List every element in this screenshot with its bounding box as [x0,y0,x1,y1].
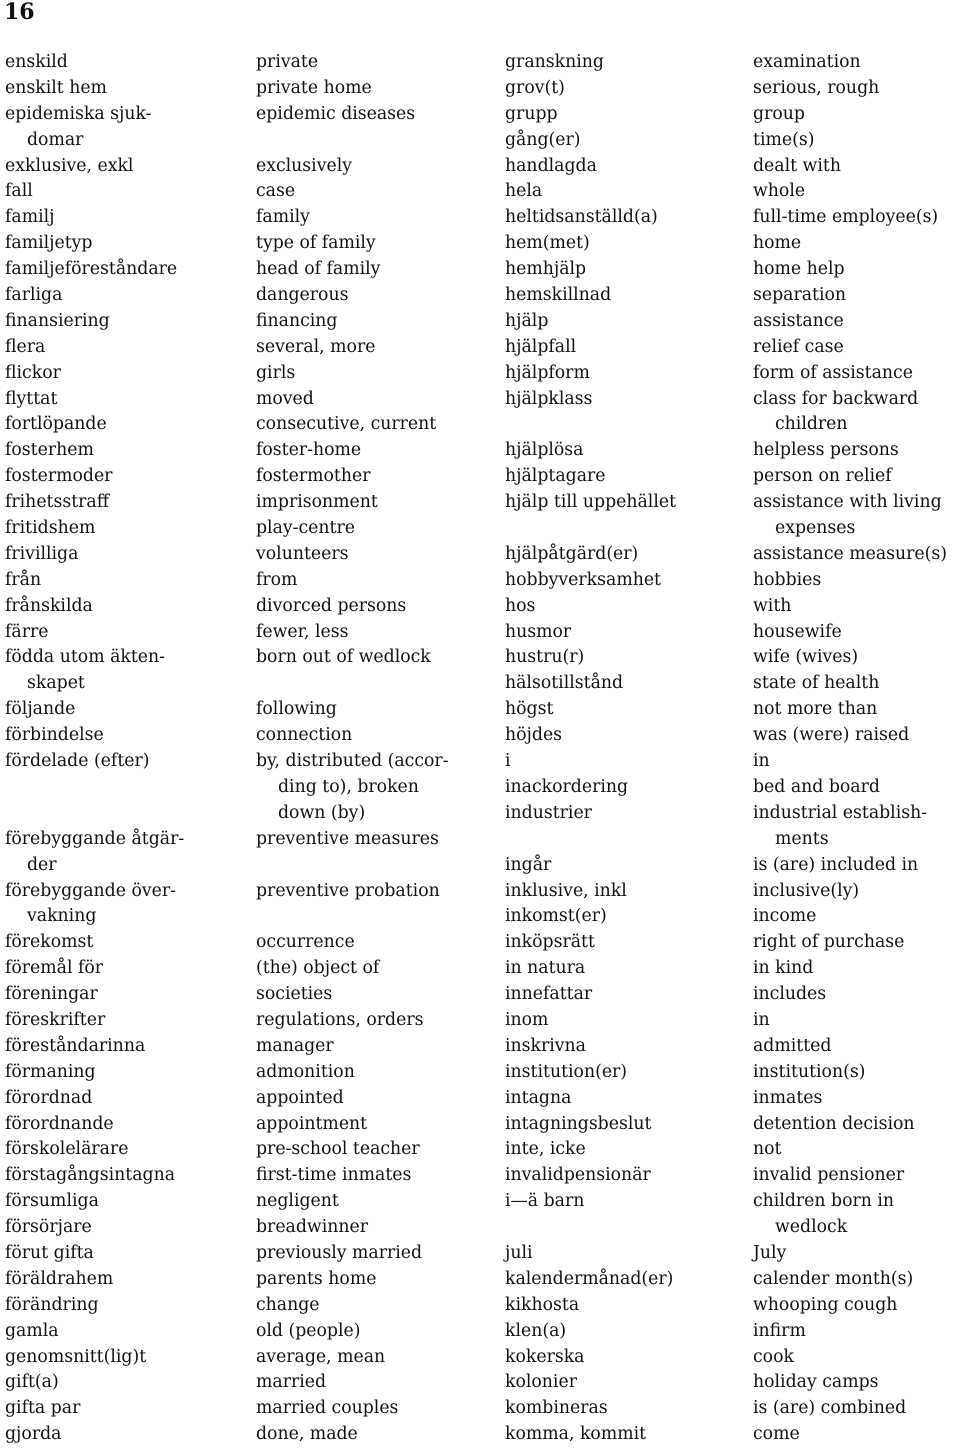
glossary-line: finansiering [5,310,110,331]
glossary-line: hjälp [505,310,549,331]
glossary-line: föräldrahem [5,1268,114,1289]
glossary-line: ding to), broken [278,776,419,797]
glossary-line: housewife [753,621,842,642]
glossary-line: kombineras [505,1398,608,1419]
glossary-line: hem(met) [505,233,590,254]
glossary-line: gift(a) [5,1372,59,1393]
glossary-line: group [753,103,805,124]
glossary-line: kikhosta [505,1294,580,1315]
glossary-line: income [753,906,817,927]
glossary-line: hjälpåtgärd(er) [505,543,639,564]
glossary-line: state of health [753,673,880,694]
glossary-line: följande [5,699,76,720]
glossary-line: enskild [5,52,68,72]
glossary-line: kalendermånad(er) [505,1268,674,1289]
glossary-line: invalid pensioner [753,1165,905,1186]
glossary-line: institution(s) [753,1061,866,1082]
glossary-line: förordnad [5,1087,93,1108]
page-number: 16 [4,0,35,25]
glossary-line: färre [5,621,49,642]
glossary-line: negligent [256,1191,339,1212]
glossary-line: der [27,854,57,875]
glossary-line: wedlock [775,1217,848,1238]
glossary-line: head of family [256,259,381,280]
glossary-line: förmaning [5,1061,96,1082]
glossary-line: kokerska [505,1346,585,1367]
glossary-line: breadwinner [256,1217,368,1238]
glossary-line: frivilliga [5,543,79,564]
glossary-line: innefattar [505,984,593,1005]
glossary-line: examination [753,52,861,72]
glossary-line: institution(er) [505,1061,628,1082]
glossary-line: assistance with living [753,492,942,513]
glossary-line: was (were) raised [753,725,910,746]
glossary-line: volunteers [256,543,349,564]
glossary-line: fall [5,181,33,202]
glossary-line: type of family [256,233,376,254]
english-translations-column-left [256,50,491,1448]
glossary-line: hobbies [753,569,822,590]
glossary-line: moved [256,388,314,409]
glossary-line [505,516,745,542]
glossary-line: genomsnitt(lig)t [5,1346,147,1367]
glossary-line: exklusive, exkl [5,155,134,176]
glossary-line [256,671,491,697]
glossary-line: intagningsbeslut [505,1113,652,1134]
glossary-line: come [753,1424,800,1445]
glossary-line: regulations, orders [256,1009,424,1030]
glossary-line: förskolelärare [5,1139,129,1160]
glossary-line: not [753,1139,782,1160]
glossary-line: hjälp till uppehället [505,492,677,513]
glossary-line: children [775,414,848,435]
glossary-line: fostermoder [5,466,113,487]
glossary-line: July [753,1242,787,1263]
glossary-line: granskning [505,52,604,72]
glossary-line: föreningar [5,984,98,1005]
glossary-line: skapet [27,673,85,694]
glossary-line: following [256,699,337,720]
glossary-line: inskrivna [505,1035,586,1056]
glossary-line: familjeföreståndare [5,259,178,280]
glossary-line: fosterhem [5,440,94,461]
glossary-line: hela [505,181,543,202]
glossary-line: admonition [256,1061,355,1082]
glossary-line: familjetyp [5,233,93,254]
glossary-line: with [753,595,792,616]
glossary-line: i [505,751,511,772]
glossary-line: hjälplösa [505,440,584,461]
glossary-line: full-time employee(s) [753,207,939,228]
glossary-line: vakning [27,906,97,927]
glossary-line: hälsotillstånd [505,673,624,694]
glossary-line [256,853,491,879]
glossary-line: ingår [505,854,552,875]
glossary-line: flera [5,336,46,357]
glossary-line: first-time inmates [256,1165,412,1186]
glossary-line: enskilt hem [5,77,107,98]
glossary-line [505,412,745,438]
glossary-line: höjdes [505,725,563,746]
glossary-line: includes [753,984,827,1005]
swedish-terms-column-right [505,50,745,1448]
glossary-line: time(s) [753,129,815,150]
glossary-line: manager [256,1035,334,1056]
glossary-line: assistance [753,310,844,331]
swedish-terms-column-left [5,50,245,1448]
glossary-line: play-centre [256,518,355,539]
glossary-line: hustru(r) [505,647,585,668]
glossary-line: förut gifta [5,1242,94,1263]
glossary-line: holiday camps [753,1372,879,1393]
glossary-line: födda utom äkten- [5,647,165,668]
glossary-line: domar [27,129,84,150]
glossary-line: inte, icke [505,1139,586,1160]
glossary-line: parents home [256,1268,377,1289]
glossary-line: inackordering [505,776,629,797]
glossary-line [5,801,245,827]
glossary-line: form of assistance [753,362,913,383]
glossary-line: class for backward [753,388,919,409]
glossary-line: hemhjälp [505,259,587,280]
glossary-line: försumliga [5,1191,99,1212]
glossary-line: foster-home [256,440,362,461]
glossary-line: förordnande [5,1113,114,1134]
glossary-line: occurrence [256,932,355,953]
glossary-line: inkomst(er) [505,906,607,927]
glossary-line: föreståndarinna [5,1035,146,1056]
glossary-line: bed and board [753,776,880,797]
glossary-line: in natura [505,958,586,979]
glossary-line: gifta par [5,1398,81,1419]
glossary-line: familj [5,207,55,228]
glossary-line: calender month(s) [753,1268,914,1289]
glossary-line: right of purchase [753,932,905,953]
glossary-line: imprisonment [256,492,378,513]
glossary-line: högst [505,699,554,720]
glossary-line: appointment [256,1113,368,1134]
glossary-line: consecutive, current [256,414,437,435]
glossary-line: average, mean [256,1346,386,1367]
glossary-line [505,827,745,853]
glossary-line: down (by) [278,802,366,823]
glossary-line: case [256,181,296,202]
glossary-line: kolonier [505,1372,577,1393]
glossary-line: connection [256,725,353,746]
glossary-line: hos [505,595,536,616]
glossary-line: hjälpform [505,362,590,383]
glossary-line: hjälpfall [505,336,577,357]
glossary-line: family [256,207,310,228]
glossary-line: children born in [753,1191,895,1212]
glossary-line: gång(er) [505,129,581,150]
glossary-line: in kind [753,958,814,979]
glossary-line: inom [505,1009,549,1030]
glossary-line: societies [256,984,333,1005]
glossary-line: inmates [753,1087,823,1108]
glossary-line: förbindelse [5,725,104,746]
glossary-line: fostermother [256,466,371,487]
glossary-line: handlagda [505,155,597,176]
glossary-line: förändring [5,1294,99,1315]
glossary-line: preventive probation [256,880,440,901]
glossary-line: flyttat [5,388,58,409]
glossary-line: divorced persons [256,595,407,616]
glossary-line: industrial establish- [753,802,928,823]
glossary-line: financing [256,310,338,331]
glossary-line: epidemic diseases [256,103,416,124]
glossary-line: preventive measures [256,828,439,849]
glossary-line: gamla [5,1320,59,1341]
glossary-line: previously married [256,1242,423,1263]
glossary-line: assistance measure(s) [753,543,947,564]
glossary-line: invalidpensionär [505,1165,651,1186]
glossary-line: fortlöpande [5,414,107,435]
glossary-line: home help [753,259,845,280]
glossary-line: in [753,751,770,772]
glossary-line: ments [775,828,829,849]
glossary-line: grupp [505,103,558,124]
glossary-line: i—ä barn [505,1191,585,1212]
glossary-line: whooping cough [753,1294,898,1315]
glossary-line: fritidshem [5,518,96,539]
glossary-line: föremål för [5,958,104,979]
glossary-line: cook [753,1346,794,1367]
glossary-line: by, distributed (accor- [256,751,449,772]
glossary-line: (the) object of [256,958,380,979]
glossary-line: separation [753,285,847,306]
glossary-line: hemskillnad [505,285,612,306]
glossary-line: fördelade (efter) [5,751,150,772]
glossary-line: dealt with [753,155,841,176]
glossary-line: detention decision [753,1113,915,1134]
glossary-line: girls [256,362,296,383]
glossary-line: gjorda [5,1424,62,1445]
glossary-line: pre-school teacher [256,1139,420,1160]
glossary-line: admitted [753,1035,832,1056]
glossary-line: from [256,569,298,590]
glossary-line: inköpsrätt [505,932,595,953]
glossary-line: husmor [505,621,572,642]
glossary-line: farliga [5,285,63,306]
glossary-line: förstagångsintagna [5,1165,176,1186]
glossary-line: frånskilda [5,595,93,616]
glossary-line: förebyggande åtgär- [5,828,185,849]
glossary-line: whole [753,181,806,202]
glossary-line [505,1215,745,1241]
glossary-line: inklusive, inkl [505,880,627,901]
glossary-line: appointed [256,1087,344,1108]
glossary-line: infirm [753,1320,806,1341]
glossary-line: flickor [5,362,61,383]
glossary-line [256,904,491,930]
glossary-line: is (are) included in [753,854,919,875]
glossary-line: helpless persons [753,440,899,461]
glossary-line: komma, kommit [505,1424,647,1445]
glossary-line: förebyggande över- [5,880,176,901]
glossary-line: försörjare [5,1217,92,1238]
glossary-line: private [256,52,319,72]
glossary-line [256,128,491,154]
glossary-line: in [753,1009,770,1030]
glossary-line: born out of wedlock [256,647,431,668]
glossary-line: home [753,233,802,254]
glossary-line: förekomst [5,932,94,953]
glossary-line: relief case [753,336,844,357]
glossary-line: föreskrifter [5,1009,106,1030]
glossary-line: married [256,1372,327,1393]
glossary-line: intagna [505,1087,572,1108]
glossary-line: change [256,1294,320,1315]
glossary-line: not more than [753,699,878,720]
glossary-line: klen(a) [505,1320,567,1341]
glossary-line: industrier [505,802,592,823]
glossary-line: juli [505,1242,533,1263]
glossary-line [5,775,245,801]
glossary-line: grov(t) [505,77,565,98]
glossary-line: heltidsanställd(a) [505,207,658,228]
glossary-line: married couples [256,1398,399,1419]
glossary-line: private home [256,77,372,98]
glossary-line: serious, rough [753,77,880,98]
glossary-line: old (people) [256,1320,361,1341]
glossary-line: fewer, less [256,621,349,642]
glossary-line: epidemiska sjuk- [5,103,152,124]
glossary-line: dangerous [256,285,349,306]
glossary-line: hjälpklass [505,388,593,409]
glossary-line: several, more [256,336,376,357]
glossary-line: expenses [775,518,856,539]
glossary-line: wife (wives) [753,647,859,668]
glossary-line: från [5,569,42,590]
glossary-line: done, made [256,1424,358,1445]
glossary-line: frihetsstraff [5,492,110,513]
glossary-line: is (are) combined [753,1398,907,1419]
glossary-line: hobbyverksamhet [505,569,662,590]
glossary-line: inclusive(ly) [753,880,860,901]
glossary-line: person on relief [753,466,892,487]
english-translations-column-right [753,50,958,1448]
glossary-line: exclusively [256,155,352,176]
glossary-line: hjälptagare [505,466,606,487]
